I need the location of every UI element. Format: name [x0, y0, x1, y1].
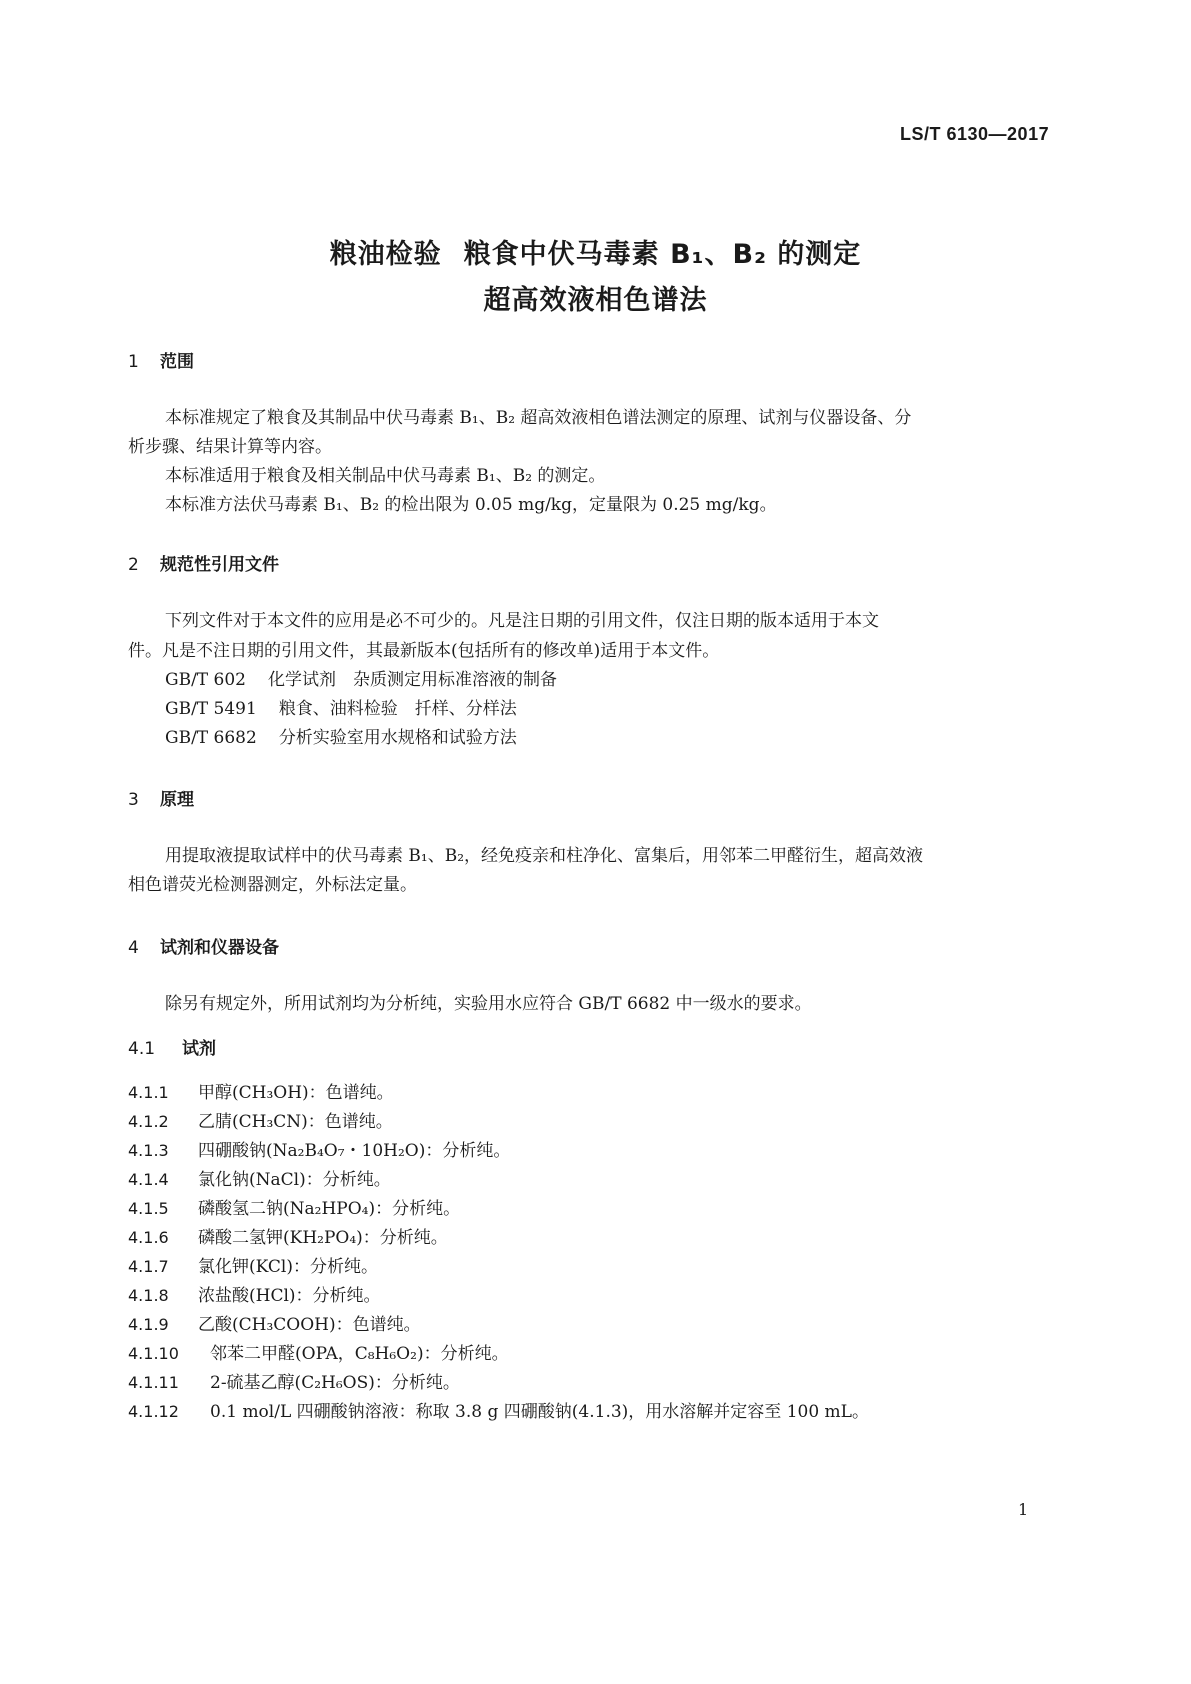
reagent-item [128, 1281, 381, 1306]
section-2-para-1b: 件。凡是不注日期的引用文件，其最新版本(包括所有的修改单)适用于本文件。 [128, 641, 720, 661]
item-text: 磷酸二氢钾(KH₂PO₄)：分析纯。 [198, 1228, 448, 1248]
reference-code: GB/T 602 [165, 670, 246, 690]
section-2-para-1a: 下列文件对于本文件的应用是必不可少的。凡是注日期的引用文件，仅注日期的版本适用于本文 [165, 611, 879, 631]
reference-code: GB/T 6682 [165, 728, 257, 748]
title-b2: B₂ [732, 239, 767, 270]
section-4-heading [128, 933, 279, 958]
section-4-para-1: 除另有规定外，所用试剂均为分析纯，实验用水应符合 GB/T 6682 中一级水的要求。 [165, 994, 812, 1014]
section-title: 原理 [160, 790, 194, 810]
reference-item [165, 665, 557, 690]
item-number: 4.1.8 [128, 1286, 169, 1305]
section-number: 4 [128, 938, 139, 958]
item-text: 甲醇(CH₃OH)：色谱纯。 [198, 1083, 394, 1103]
item-number: 4.1.12 [128, 1402, 179, 1421]
section-number: 2 [128, 555, 139, 575]
reagent-item [128, 1194, 460, 1219]
item-text: 氯化钾(KCl)：分析纯。 [198, 1257, 378, 1277]
reagent-item [128, 1078, 394, 1103]
section-title: 范围 [160, 352, 194, 372]
reagent-item [128, 1310, 421, 1335]
section-3-para-1b: 相色谱荧光检测器测定，外标法定量。 [128, 875, 417, 895]
title-part-a: 粮油检验 [329, 239, 442, 270]
item-number: 4.1.3 [128, 1141, 169, 1160]
reagent-item [128, 1252, 378, 1277]
reference-item [165, 723, 517, 748]
title-part-c: 的测定 [777, 239, 862, 270]
subsection-title: 试剂 [182, 1039, 216, 1059]
section-1-para-2: 本标准适用于粮食及相关制品中伏马毒素 B₁、B₂ 的测定。 [165, 466, 606, 486]
section-title: 试剂和仪器设备 [160, 938, 279, 958]
section-number: 3 [128, 790, 139, 810]
item-number: 4.1.9 [128, 1315, 169, 1334]
reagent-item [128, 1368, 460, 1393]
item-number: 4.1.4 [128, 1170, 169, 1189]
item-text: 磷酸氢二钠(Na₂HPO₄)：分析纯。 [198, 1199, 461, 1219]
document-subtitle: 超高效液相色谱法 [483, 285, 708, 316]
reference-title: 分析实验室用水规格和试验方法 [278, 728, 517, 748]
reagent-item [128, 1136, 510, 1161]
item-number: 4.1.6 [128, 1228, 169, 1247]
section-3-para-1a: 用提取液提取试样中的伏马毒素 B₁、B₂，经免疫亲和柱净化、富集后，用邻苯二甲醛衍生，超高效液 [165, 846, 924, 866]
item-number: 4.1.11 [128, 1373, 179, 1392]
item-text: 四硼酸钠(Na₂B₄O₇・10H₂O)：分析纯。 [198, 1141, 511, 1161]
title-sep: 、 [704, 239, 733, 270]
section-1-para-3: 本标准方法伏马毒素 B₁、B₂ 的检出限为 0.05 mg/kg，定量限为 0.25 mg/kg。 [165, 495, 777, 515]
item-number: 4.1.5 [128, 1199, 169, 1218]
item-text: 乙酸(CH₃COOH)：色谱纯。 [198, 1315, 421, 1335]
section-number: 1 [128, 352, 139, 372]
standard-code: LS/T 6130—2017 [900, 124, 1050, 144]
section-1-para-1b: 析步骤、结果计算等内容。 [128, 437, 332, 457]
item-number: 4.1.7 [128, 1257, 169, 1276]
reference-title: 粮食、油料检验 扦样、分样法 [278, 699, 517, 719]
title-b1: B₁ [670, 239, 705, 270]
reagent-item [128, 1397, 869, 1422]
page-number: 1 [1018, 1500, 1029, 1519]
section-3-heading [128, 785, 194, 810]
subsection-4-1-heading [128, 1034, 216, 1059]
document-title [0, 232, 1191, 271]
section-title: 规范性引用文件 [160, 555, 279, 575]
item-text: 氯化钠(NaCl)：分析纯。 [198, 1170, 391, 1190]
reference-item [165, 694, 517, 719]
item-text: 2-硫基乙醇(C₂H₆OS)：分析纯。 [210, 1373, 460, 1393]
section-1-heading [128, 347, 194, 372]
reagent-item [128, 1107, 393, 1132]
reagent-item [128, 1339, 509, 1364]
reagent-item [128, 1223, 448, 1248]
item-text: 浓盐酸(HCl)：分析纯。 [198, 1286, 381, 1306]
item-number: 4.1.10 [128, 1344, 179, 1363]
section-2-heading [128, 550, 279, 575]
reference-code: GB/T 5491 [165, 699, 257, 719]
item-text: 乙腈(CH₃CN)：色谱纯。 [198, 1112, 393, 1132]
section-1-para-1a: 本标准规定了粮食及其制品中伏马毒素 B₁、B₂ 超高效液相色谱法测定的原理、试剂与仪器设备、分 [165, 408, 912, 428]
title-part-b: 粮食中伏马毒素 [463, 239, 660, 270]
item-number: 4.1.2 [128, 1112, 169, 1131]
subsection-number: 4.1 [128, 1039, 156, 1059]
reagent-item [128, 1165, 391, 1190]
reference-title: 化学试剂 杂质测定用标准溶液的制备 [268, 670, 557, 690]
item-text: 0.1 mol/L 四硼酸钠溶液：称取 3.8 g 四硼酸钠(4.1.3)，用水溶解并定容至 100 mL。 [210, 1402, 869, 1422]
item-number: 4.1.1 [128, 1083, 169, 1102]
item-text: 邻苯二甲醛(OPA，C₈H₆O₂)：分析纯。 [210, 1344, 509, 1364]
